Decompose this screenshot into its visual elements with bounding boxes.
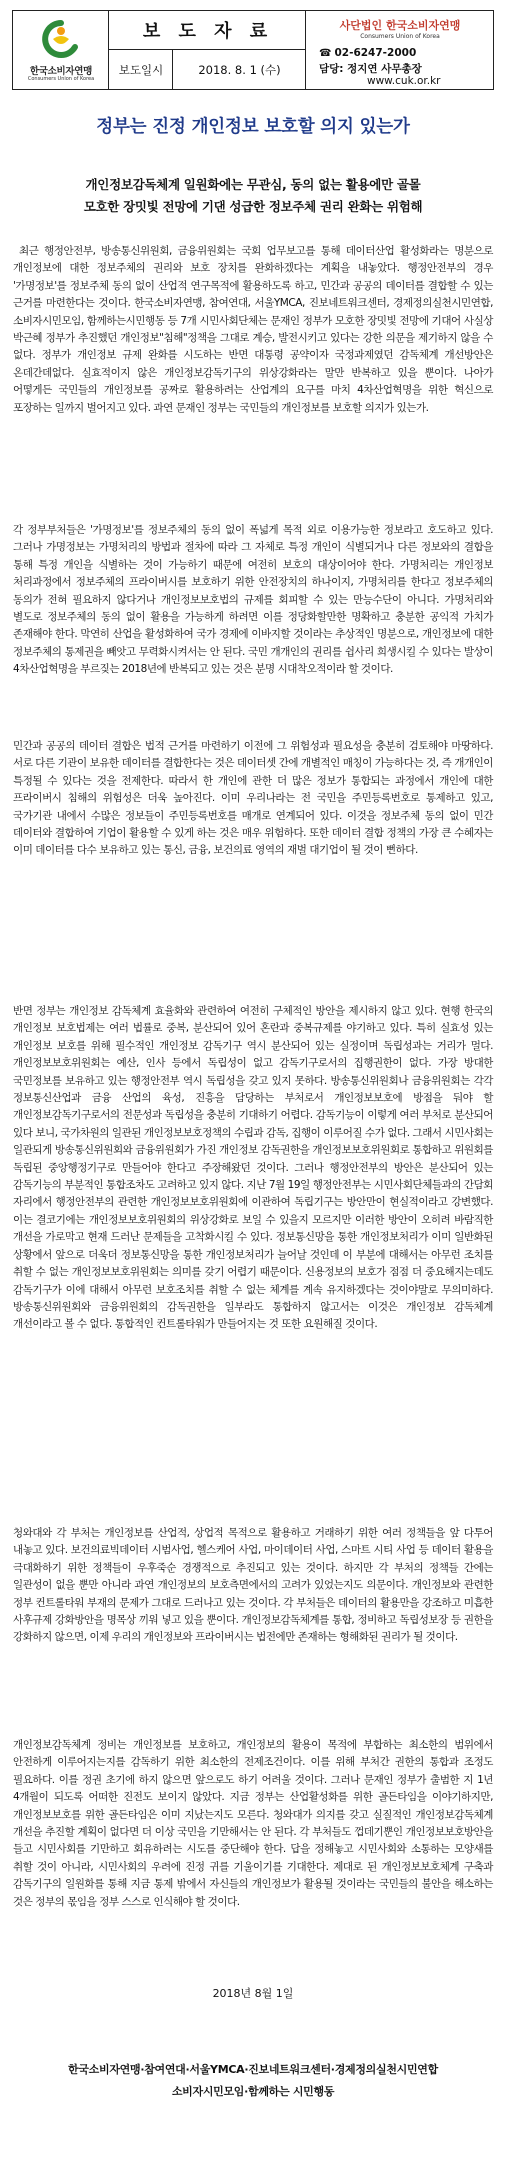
- body-paragraph: 민간과 공공의 데이터 결합은 법적 근거를 마련하기 이전에 그 위험성과 필요성을 충분히 검토해야 마땅하다. 서로 다른 기관이 보유한 데이터를 결합한다는 것은 데이터셋 간에 개별적인 매칭이 가능하다는 것, 즉 개개인이 특정될 수 있다는 것을 전제한다. 따라서 한 개인에 관한 더 많은 정보가 통합되는 과정에서 개인에 대한 프라이버시 침해의 위험성은 더욱 높아진다. 이미 우리나라는 전 국민을 주민등록번호로 통제하고 있고, 국가기관 내에서 수많은 정보들이 주민등록번호를 매개로 연계되어 있다. 이것을 정보주체 동의 없이 민간 데이터와 결합하여 기업이 활용할 수 있게 하는 것은 매우 위험하다. 또한 데이터 결합 정책의 가장 큰 수혜자는 이미 데이터를 다수 보유하고 있는 통신, 금융, 보건의료 영역의 재벌 대기업이 될 것이 뻔하다.: [13, 740, 493, 857]
- logo-subtitle: Consumers Union of Korea: [27, 76, 95, 82]
- press-release-header-table: [12, 10, 494, 90]
- headline: 정부는 진정 개인정보 보호할 의지 있는가: [96, 117, 410, 137]
- subheadline-line-1: 개인정보감독체계 일원화에는 무관심, 동의 없는 활용에만 골몰: [85, 177, 421, 192]
- release-date-label: 보도일시: [118, 62, 164, 77]
- body-paragraph: 반면 정부는 개인정보 감독체계 효율화와 관련하여 여전히 구체적인 방안을 제시하지 않고 있다. 현행 한국의 개인정보 보호법제는 여러 법률로 중복, 분산되어 있어 혼란과 중복규제를 야기하고 있다. 특히 실효성 있는 개인정보 보호를 위해 필수적인 개인정보 감독기구 역시 분산되어 있는 실정이며 독립성과는 거리가 멀다. 개인정보보호위원회는 예산, 인사 등에서 독립성이 없고 감독기구로서의 집행권한이 없다. 가장 방대한 국민정보를 보유하고 있는 행정안전부 역시 독립성을 갖고 있지 못하다. 방송통신위원회나 금융위원회는 각각 정보통신산업과 금융 산업의 육성, 진흥을 담당하는 부처로서 개인정보보호에 방점을 둬야 할 개인정보감독기구로서의 전문성과 독립성을 충분히 기대하기 어렵다. 감독기능이 이렇게 여러 부처로 분산되어 있다 보니, 국가차원의 일관된 개인정보보호정책의 수립과 감독, 집행이 이루어질 수가 없다. 그래서 시민사회는 일관되게 방송통신위원회와 금융위원회가 가진 개인정보 감독권한을 개인정보보호위원회로 통합하고 위원회를 독립된 중앙행정기구로 만들어야 한다고 주장해왔던 것이다. 그러나 행정안전부의 방안은 분산되어 있는 감독기능의 부분적인 통합조차도 고려하고 있지 않다. 지난 7월 19일 행정안전부는 시민사회단체들과의 간담회 자리에서 행정안전부의 관련한 개인정보보호위원회에 이관하여 독립기구는 방안만이 현실적이라고 강변했다. 이는 결코기에는 개인정보보호위원회의 위상강화로 보일 수 있을지 모르지만 이러한 방안이 오히려 바람직한 개선을 가로막고 현재 드러난 문제들을 고착화시킬 수 있다. 정보통신망을 통한 개인정보처리가 이미 일반화된 상황에서 앞으로 더욱더 정보통신망을 통한 개인정보처리가 늘어날 것인데 이 부분에 대해서는 아무런 조치를 취할 수 없는 개인정보보호위원회는 의미를 갖기 어렵기 때문이다. 신용정보의 보호가 점점 더 중요해지는데도 감독기구가 이에 대해서 아무런 보호조치를 취할 수 없는 체계를 계속 유지하겠다는 것이야말로 무의미하다. 방송통신위원회와 금융위원회의 감독권한을 일부라도 통합하지 않고서는 이것은 개인정보 감독체계 개선이라고 볼 수 없다. 통합적인 컨트롤타워가 만들어지는 것 또한 요원해질 것이다.: [13, 1005, 493, 1331]
- cuk-logo-icon: [41, 19, 81, 59]
- body-paragraph: 최근 행정안전부, 방송통신위원회, 금융위원회는 국회 업무보고를 통해 데이터산업 활성화라는 명분으로 개인정보에 대한 정보주체의 권리와 보호 장치를 완화하겠다는 계획을 내놓았다. 행정안전부의 경우 '가명정보'를 정보주체 동의 없이 산업적 연구목적에 활용하도록 하고, 민간과 공공의 데이터를 결합할 수 있는 근거를 마련한다는 것이다. 한국소비자연맹, 참여연대, 서울YMCA, 진보네트워크센터, 경제정의실천시민연합, 소비자시민모임, 함께하는시민행동 등 7개 시민사회단체는 문재인 정부가 모호한 장밋빛 전망에 기대어 사실상 박근혜 정부가 추진했던 개인정보"침해"정책을 그대로 계승, 발전시키고 있다는 강한 의문을 제기하지 않을 수 없다. 정부가 개인정보 규제 완화를 시도하는 반면 대통령 공약이자 국정과제였던 감독체계 개선방안은 온데간데없다. 실효적이지 않은 개인정보감독기구의 위상강화라는 말만 반복하고 있을 뿐이다. 나아가 어떻게든 국민들의 개인정보를 공짜로 활용하려는 산업계의 요구를 마치 4차산업혁명을 위한 혁신으로 포장하는 일까지 벌어지고 있다. 과연 문재인 정부는 국민들의 개인정보를 보호할 의지가 있는가.: [13, 245, 493, 414]
- contact-org-english: Consumers Union of Korea: [360, 33, 440, 40]
- phone-icon: ☎: [319, 48, 332, 59]
- signatory-orgs-line-1: 한국소비자연맹·참여연대·서울YMCA·진보네트워크센터·경제정의실천시민연합: [68, 2063, 438, 2076]
- website-link[interactable]: www.cuk.or.kr: [367, 75, 441, 87]
- body-paragraph: 각 정부부처들은 '가명정보'를 정보주체의 동의 없이 폭넓게 목적 외로 이용가능한 정보라고 호도하고 있다. 그러나 가명정보는 가명처리의 방법과 절차에 따라 그 자체로 특정 개인이 식별되거나 다른 정보와의 결합을 통해 특정 개인을 식별하는 것이 가능하기 때문에 여전히 보호의 대상이어야 한다. 가명처리는 개인정보 처리과정에서 정보주체의 프라이버시를 보호하기 위한 안전장치의 하나이지, 가명처리를 한다고 정보주체의 동의가 전혀 필요하지 않다거나 개인정보보호법의 규제를 회피할 수 있는 만능수단이 아니다. 가명처리와 별도로 정보주체의 동의 없이 활용을 가능하게 하려면 이를 정당화할만한 명확하고 충분한 공익적 가치가 존재해야 한다. 막연히 산업을 활성화하여 국가 경제에 이바지할 것이라는 추상적인 명분으로, 개인정보에 대한 정보주체의 통제권을 빼앗고 무력화시켜서는 안 된다. 국민 개개인의 권리를 쉽사리 희생시킬 수 있다는 발상이 4차산업혁명을 부르짖는 2018년에 반복되고 있는 것은 분명 시대착오적이라 할 것이다.: [13, 524, 493, 676]
- body-paragraph: 청와대와 각 부처는 개인정보를 산업적, 상업적 목적으로 활용하고 거래하기 위한 여러 정책들을 앞 다투어 내놓고 있다. 보건의료빅데이터 시범사업, 헬스케어 사업, 마이데이터 사업, 스마트 시티 사업 등 데이터 활용을 극대화하기 위한 정책들이 우후죽순 경쟁적으로 추진되고 있는 것이다. 하지만 각 부처의 정책들 간에는 일관성이 없을 뿐만 아니라 과연 개인정보의 보호측면에서의 고려가 있었는지도 의문이다. 개인정보와 관련한 정부 컨트롤타워 부재의 문제가 그대로 드러나고 있는 것이다. 각 부처들은 데이터의 활용만을 강조하고 미흡한 사후규제 강화방안을 명목상 끼워 넣고 있을 뿐이다. 개인정보감독체계를 통합, 정비하고 독립성보장 등 권한을 강화하지 않으면, 이제 우리의 개인정보와 프라이버시는 법전에만 존재하는 형해화된 권리가 될 것이다.: [13, 1527, 493, 1644]
- contact-phone: [319, 47, 416, 59]
- logo-name: 한국소비자연맹: [29, 66, 93, 77]
- signatory-orgs-line-2: 소비자시민모임·함께하는 시민행동: [171, 2085, 335, 2098]
- closing-date: 2018년 8월 1일: [212, 1987, 294, 2000]
- release-date-value: 2018. 8. 1 (수): [198, 62, 281, 77]
- contact-person: 담당: 정지연 사무총장: [319, 63, 422, 75]
- logo-cell: [13, 11, 109, 89]
- contact-org: 사단법인 한국소비자연맹: [339, 19, 461, 32]
- contact-cell: [307, 11, 493, 89]
- phone-number: 02-6247-2000: [334, 47, 417, 59]
- subheadline-line-2: 모호한 장밋빛 전망에 기댄 성급한 정보주체 권리 완화는 위험해: [83, 199, 423, 214]
- body-paragraph: 개인정보감독체계 정비는 개인정보를 보호하고, 개인정보의 활용이 목적에 부합하는 최소한의 범위에서 안전하게 이루어지는지를 감독하기 위한 최소한의 전제조건이다. 이를 위해 부처간 권한의 통합과 조정도 필요하다. 이를 정권 초기에 하지 않으면 앞으로도 하기 어려울 것이다. 그러나 문재인 정부가 출범한 지 1년 4개월이 되도록 어떠한 진전도 보이지 않았다. 지금 정부는 산업활성화를 위한 골든타임을 이야기하지만, 개인정보보호를 위한 골든타임은 이미 지났는지도 모른다. 청와대가 의지를 갖고 실질적인 개인정보감독체계 개선을 추진할 계획이 없다면 더 이상 국민을 기만해서는 안 된다. 각 부처들도 껍데기뿐인 개인정보보호방안을 들고 시민사회를 기만하고 회유하려는 시도를 중단해야 한다. 답을 정해놓고 시민사회와 소통하는 모양새를 취할 것이 아니라, 시민사회의 우려에 진정 귀를 기울이기를 기대한다. 제대로 된 개인정보보호체계 구축과 감독기구의 일원화를 통해 지금 통제 밖에서 자신들의 개인정보가 활용될 것이라는 국민들의 불안을 해소하는 것은 정부의 몫임을 정부 스스로 인식해야 할 것이다.: [13, 1739, 493, 1908]
- doc-type-title: 보 도 자 료: [142, 21, 274, 42]
